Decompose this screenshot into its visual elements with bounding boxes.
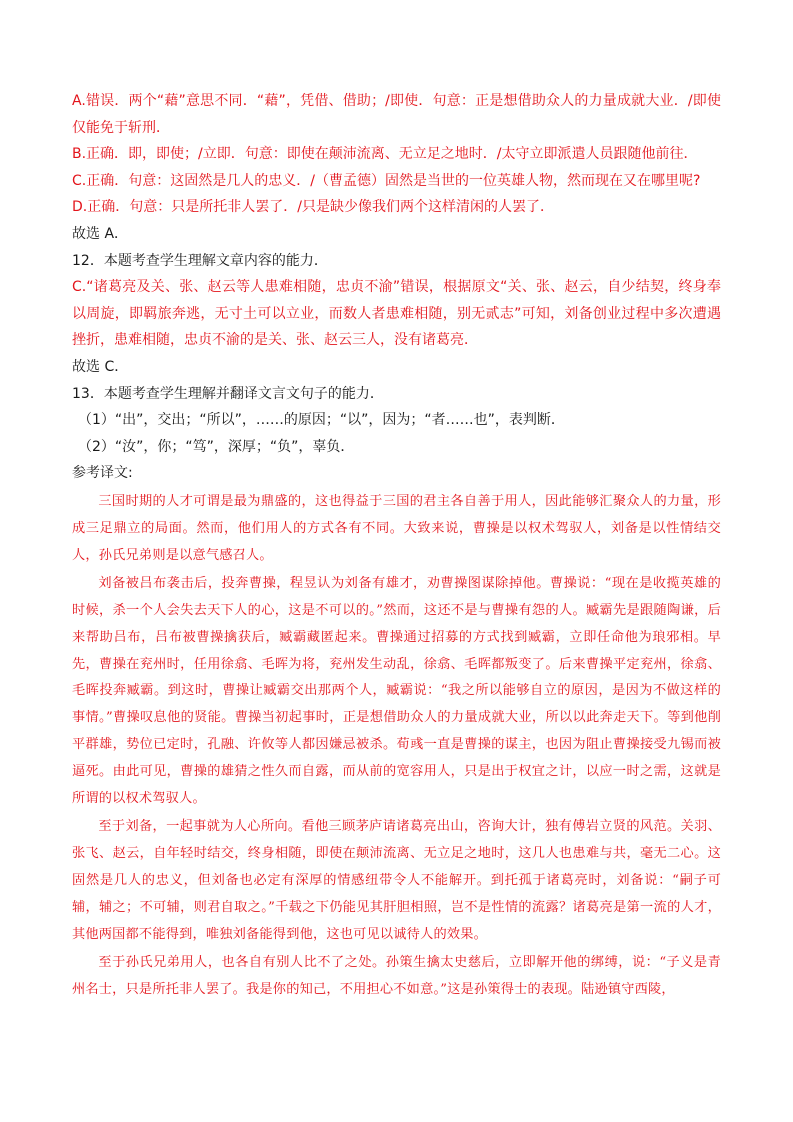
reference-translation-label: 参考译文: xyxy=(72,465,133,482)
reference-translation xyxy=(72,489,721,1004)
question-13-part-1: （1）“出”，交出；“所以”，……的原因；“以”，因为；“者……也”，表判断． xyxy=(78,412,565,429)
answer-option-c: C.正确．句意：这固然是几人的忠义．/（曹孟德）固然是当世的一位英雄人物，然而现在又在哪里呢? xyxy=(72,172,701,189)
answer-option-d: D.正确．句意：只是所托非人罢了．/只是缺少像我们两个这样清闲的人罢了． xyxy=(72,199,554,216)
question-12-heading: 12．本题考查学生理解文章内容的能力． xyxy=(72,252,328,269)
answer-choice-12: 故选 C． xyxy=(72,358,129,375)
answer-option-b: B.正确．即，即使；/立即．句意：即使在颠沛流离、无立足之地时．/太守立即派遣人员跟随他前往． xyxy=(72,146,698,163)
answer-option-a: A.错误．两个“藉”意思不同．“藉”，凭借、借助；/即使．句意：正是想借助众人的力量成就大业．/即使仅能免于斩刑． xyxy=(72,93,721,136)
translation-paragraph-3: 至于刘备，一起事就为人心所向。看他三顾茅庐请诸葛亮出山，咨询大计，独有傅岩立贤的风范。关羽、张飞、赵云，自年轻时结交，终身相随，即使在颠沛流离、无立足之地时，这几人也患难与共，毫无二心。这固然是几人的忠义，但刘备也必定有深厚的情感纽带令人不能解开。到托孤于诸葛亮时，刘备说：“嗣子可辅，辅之；不可辅，则君自取之。”千载之下仍能见其肝胆相照，岂不是性情的流露？诸葛亮是第一流的人才，其他两国都不能得到，唯独刘备能得到他，这也可见以诚待人的效果。 xyxy=(72,819,721,942)
answer-choice-11: 故选 A． xyxy=(72,225,129,242)
question-12-explanation: C.“诸葛亮及关、张、赵云等人患难相随，忠贞不渝”错误，根据原文“关、张、赵云，自少结契，终身奉以周旋，即羁旅奔逃，无寸土可以立业，而数人者患难相随，别无贰志”可知，刘备创业过程中多次遭遇挫折，患难相随，忠贞不渝的是关、张、赵云三人，没有诸葛亮． xyxy=(72,279,721,349)
translation-paragraph-2: 刘备被吕布袭击后，投奔曹操，程昱认为刘备有雄才，劝曹操图谋除掉他。曹操说：“现在是收揽英雄的时候，杀一个人会失去天下人的心，这是不可以的。”然而，这还不是与曹操有怨的人。臧霸先是跟随陶谦，后来帮助吕布，吕布被曹操擒获后，臧霸藏匿起来。曹操通过招募的方式找到臧霸，立即任命他为琅邪相。早先，曹操在兖州时，任用徐翕、毛晖为将，兖州发生动乱，徐翕、毛晖都叛变了。后来曹操平定兖州，徐翕、毛晖投奔臧霸。到这时，曹操让臧霸交出那两个人，臧霸说：“我之所以能够自立的原因，是因为不做这样的事情。”曹操叹息他的贤能。曹操当初起事时，正是想借助众人的力量成就大业，所以以此奔走天下。等到他削平群雄，势位已定时，孔融、许攸等人都因嫌忌被杀。荀彧一直是曹操的谋主，也因为阻止曹操接受九锡而被逼死。由此可见，曹操的雄猜之性久而自露，而从前的宽容用人，只是出于权宜之计，以应一时之需，这就是所谓的以权术驾驭人。 xyxy=(72,576,721,806)
question-13-part-2: （2）“汝”，你；“笃”，深厚；“负”，辜负． xyxy=(78,438,355,455)
translation-paragraph-1: 三国时期的人才可谓是最为鼎盛的，这也得益于三国的君主各自善于用人，因此能够汇聚众人的力量，形成三足鼎立的局面。然而，他们用人的方式各有不同。大致来说，曹操是以权术驾驭人，刘备是以性情结交人，孙氏兄弟则是以意气感召人。 xyxy=(72,493,721,563)
question-13-heading: 13．本题考查学生理解并翻译文言文句子的能力． xyxy=(72,385,384,402)
translation-paragraph-4: 至于孙氏兄弟用人，也各自有别人比不了之处。孙策生擒太史慈后，立即解开他的绑缚，说：“子义是青州名士，只是所托非人罢了。我是你的知己，不用担心不如意。”这是孙策得士的表现。陆逊镇守西陵， xyxy=(72,955,721,998)
